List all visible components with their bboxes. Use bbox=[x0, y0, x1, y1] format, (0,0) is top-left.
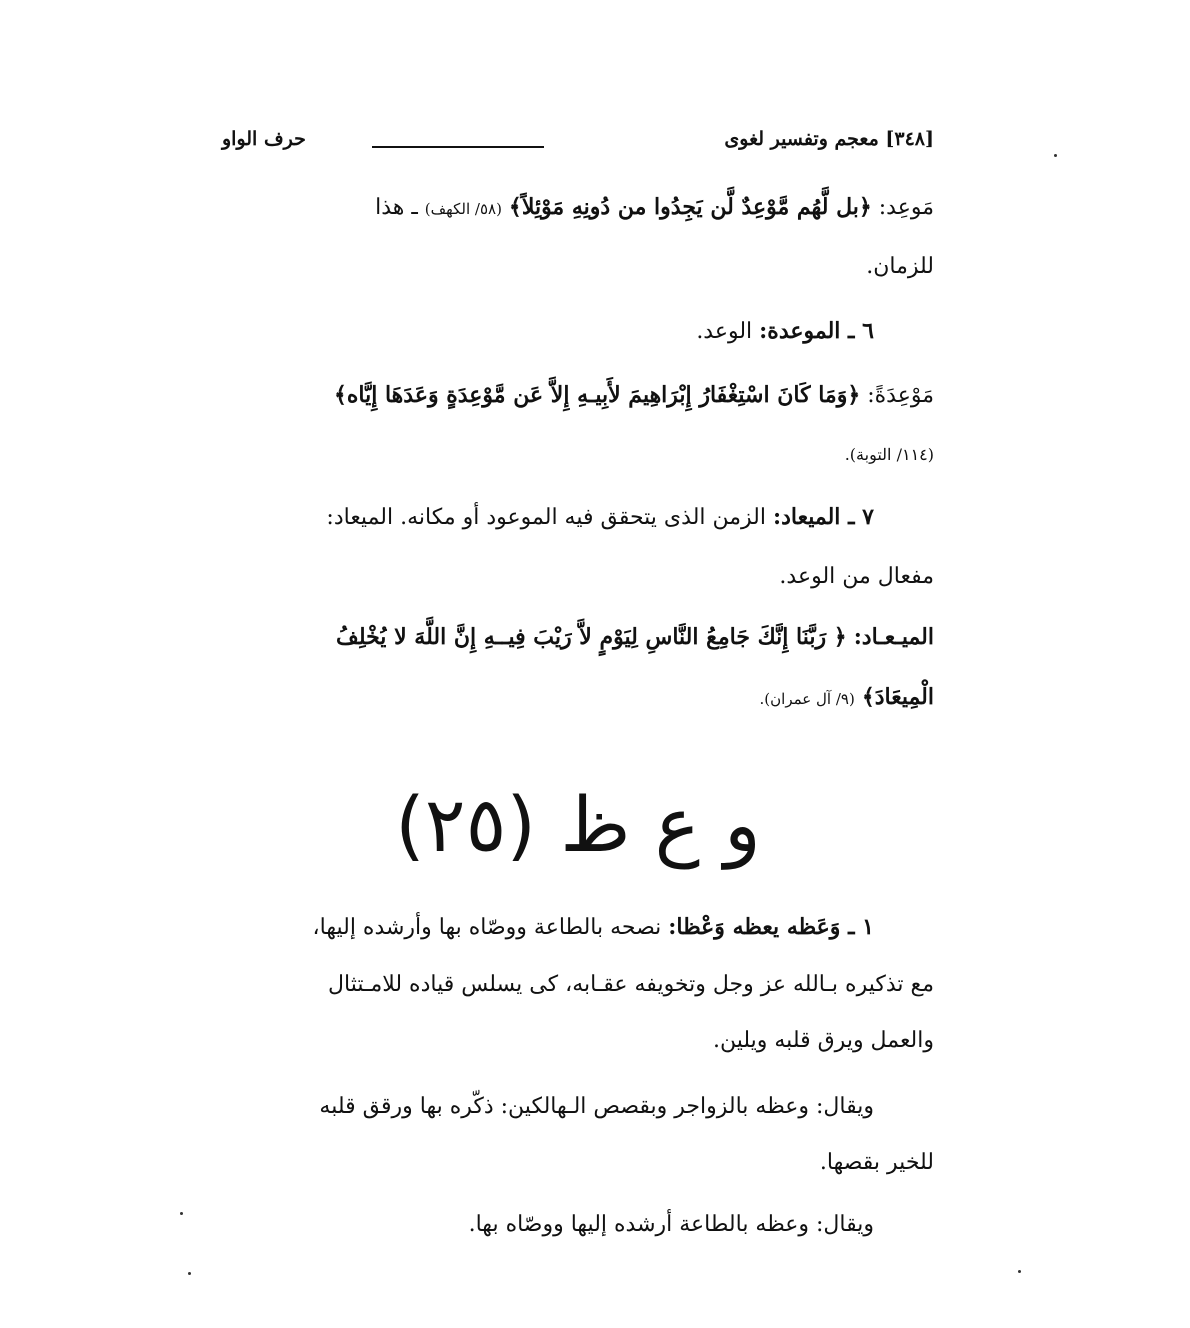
entry-waaz-para-3 bbox=[222, 1208, 934, 1242]
entry-mawid-line2 bbox=[222, 250, 934, 284]
entry-note: للزمان. bbox=[866, 254, 934, 279]
entry-waaz-item-1-line2 bbox=[222, 968, 934, 1002]
header-rule bbox=[372, 146, 544, 148]
entry-waaz-item-1-line1 bbox=[222, 910, 934, 945]
header-section-title: حرف الواو bbox=[222, 128, 306, 150]
entry-item-7-line2 bbox=[222, 560, 934, 594]
quran-quote: ﴿بل لَّهُم مَّوْعِدٌ لَّن يَجِدُوا من دُونِهِ مَوْئِلاً﴾ bbox=[508, 194, 872, 220]
entry-word: مَوعِد: bbox=[878, 195, 934, 220]
scan-speck bbox=[180, 1212, 183, 1215]
entry-word: مَوْعِدَةً: bbox=[867, 383, 934, 408]
scan-speck bbox=[1018, 1270, 1021, 1273]
entry-definition: والعمل ويرق قلبه ويلين. bbox=[712, 1028, 934, 1053]
entry-definition: نصحه بالطاعة ووصّاه بها وأرشده إليها، bbox=[312, 915, 662, 940]
entry-item-7-line1 bbox=[222, 500, 934, 535]
quran-quote: ﴿ رَبَّنَا إِنَّكَ جَامِعُ النَّاسِ لِيَوْمٍ لاَّ رَيْبَ فِيــهِ إِنَّ اللَّهَ لا يُخْلِفُ bbox=[336, 624, 847, 650]
scan-speck bbox=[188, 1272, 191, 1275]
entry-word: الميـعـاد: bbox=[853, 624, 934, 650]
entry-note: ـ هذا bbox=[375, 195, 418, 220]
entry-definition: مع تذكيره بـالله عز وجل وتخويفه عقـابه، كى يسلس قياده للامـتثال bbox=[328, 972, 934, 997]
entry-mawida-line1 bbox=[222, 378, 934, 413]
root-heading: و ع ظ (٢٥) bbox=[395, 780, 761, 869]
entry-definition: للخير بقصها. bbox=[819, 1150, 934, 1175]
entry-item-6 bbox=[222, 314, 934, 349]
entry-waaz-para-2-line1 bbox=[222, 1090, 934, 1124]
entry-definition: ويقال: وعظه بالزواجر وبقصص الـهالكين: ذكّره بها ورقق قلبه bbox=[319, 1094, 874, 1119]
running-header bbox=[222, 128, 934, 164]
verse-reference: (٥٨/ الكهف) bbox=[424, 200, 502, 218]
entry-waaz-para-2-line2 bbox=[222, 1146, 934, 1180]
entry-definition: مفعال من الوعد. bbox=[779, 564, 934, 589]
entry-waaz-item-1-line3 bbox=[222, 1024, 934, 1058]
scan-speck bbox=[1054, 154, 1057, 157]
entry-definition: الوعد. bbox=[696, 319, 753, 344]
entry-miad-line2 bbox=[222, 680, 934, 716]
entry-miad-line1 bbox=[222, 620, 934, 655]
entry-heading: ١ ـ وَعَظه يعظه وَعْظا: bbox=[668, 914, 874, 940]
quran-quote: الْمِيعَادَ﴾ bbox=[861, 684, 934, 710]
entry-definition: ويقال: وعظه بالطاعة أرشده إليها ووصّاه بها. bbox=[468, 1212, 874, 1237]
entry-heading: ٦ ـ الموعدة: bbox=[759, 318, 874, 344]
entry-definition: الزمن الذى يتحقق فيه الموعود أو مكانه. الميعاد: bbox=[326, 505, 766, 530]
entry-mawid-line1 bbox=[222, 190, 934, 226]
entry-mawida-line2 bbox=[222, 438, 934, 472]
verse-reference: (١١٤/ التوبة). bbox=[844, 445, 934, 464]
quran-quote: ﴿وَمَا كَانَ اسْتِغْفَارُ إِبْرَاهِيمَ لأَبِيـهِ إِلاَّ عَن مَّوْعِدَةٍ وَعَدَهَا إِيَّاه﴾ bbox=[333, 382, 861, 408]
verse-reference: (٩/ آل عمران). bbox=[759, 690, 855, 708]
entry-heading: ٧ ـ الميعاد: bbox=[773, 504, 874, 530]
header-page-label: [٣٤٨] معجم وتفسير لغوى bbox=[724, 128, 934, 150]
